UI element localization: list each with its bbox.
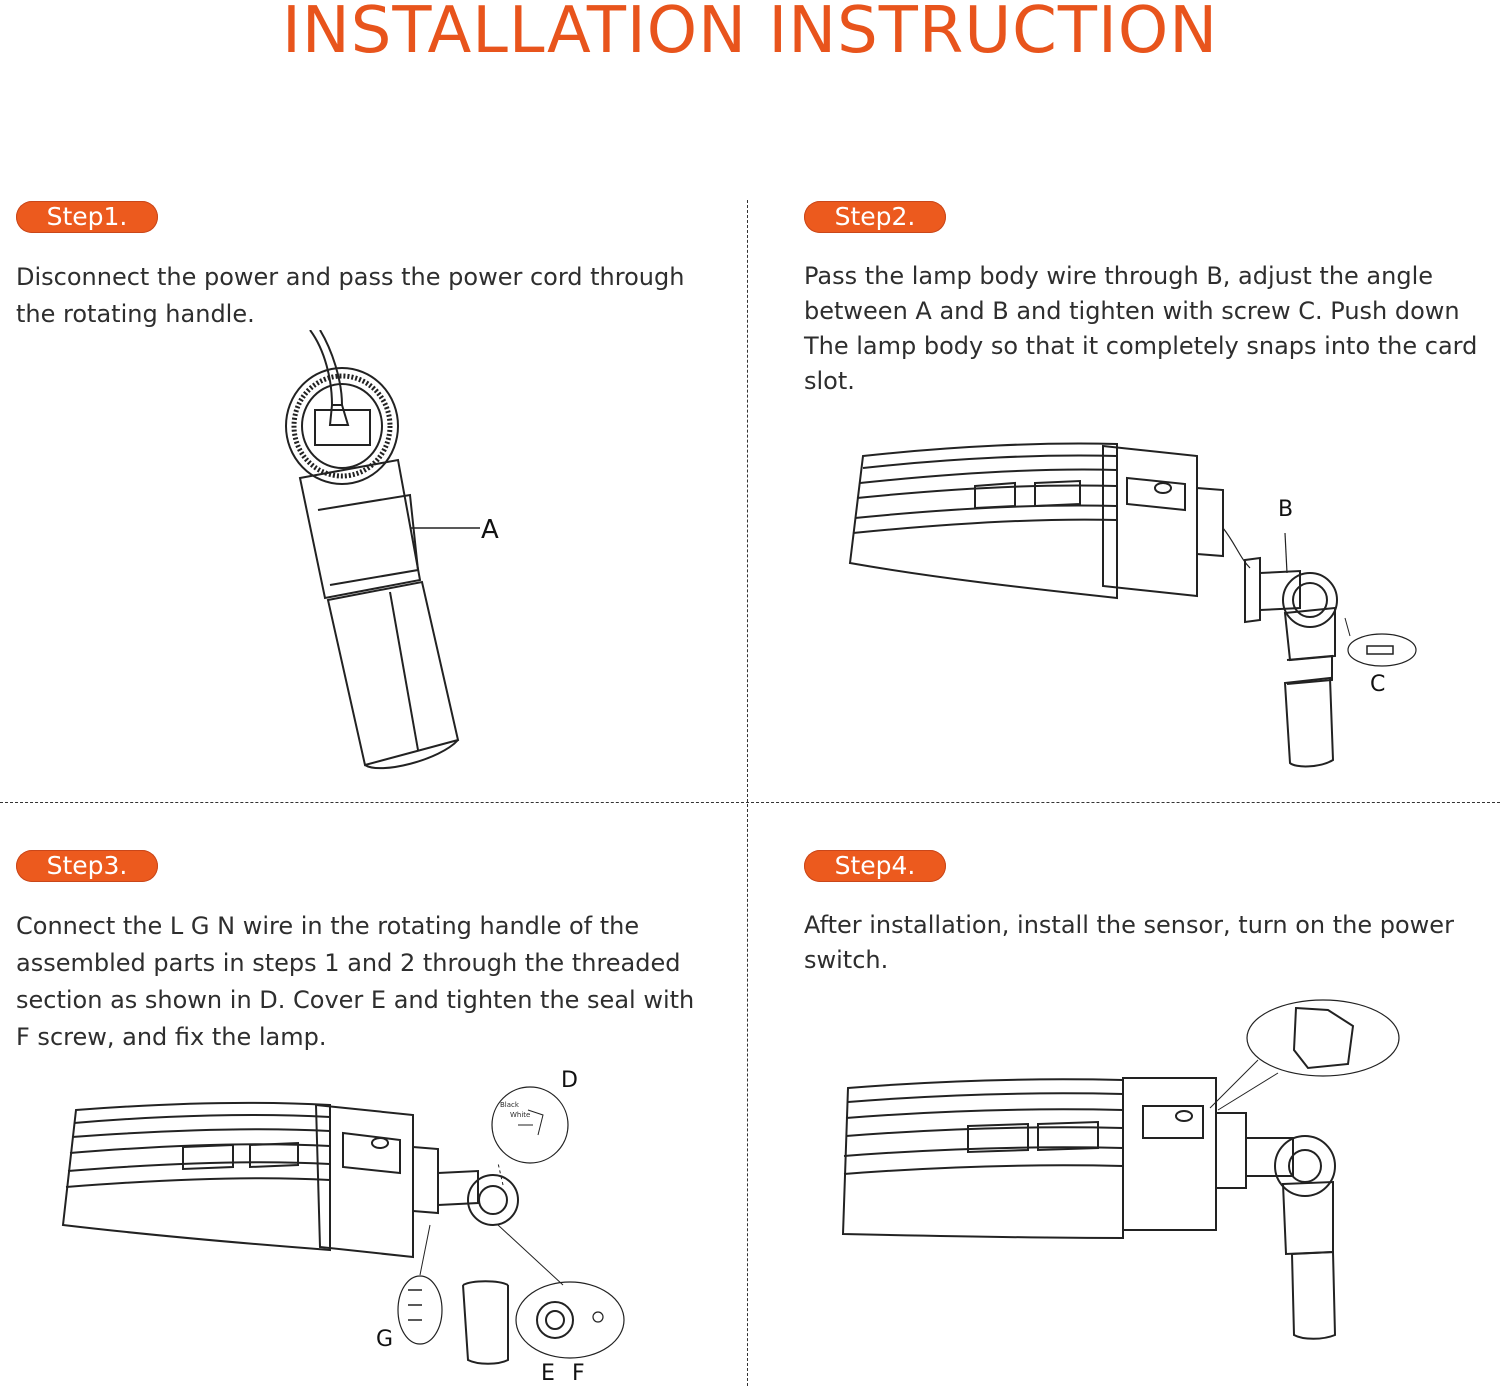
step1-text: Disconnect the power and pass the power cord through the rotating handle.: [16, 263, 685, 328]
label-c: C: [1370, 672, 1386, 697]
step2-illustration: [845, 438, 1425, 768]
label-d: D: [561, 1068, 578, 1093]
step4-badge: Step4.: [804, 850, 946, 882]
label-b: B: [1278, 497, 1294, 522]
step3-text: Connect the L G N wire in the rotating handle of the assembled parts in steps 1 and 2 through the threaded section as shown in D. Cover E and tighten the seal with F screw, and fix the lamp.: [16, 912, 695, 1051]
step2-badge: Step2.: [804, 201, 946, 233]
horizontal-divider: [0, 802, 1500, 803]
step4-illustration: [838, 998, 1408, 1343]
step4-text: After installation, install the sensor, turn on the power switch.: [804, 911, 1454, 974]
wire-label-black: Black: [500, 1101, 519, 1109]
label-e: E: [541, 1361, 555, 1386]
step3-badge: Step3.: [16, 850, 158, 882]
step1-badge: Step1.: [16, 201, 158, 233]
label-f: F: [572, 1361, 585, 1386]
page-title: INSTALLATION INSTRUCTION: [281, 0, 1219, 68]
vertical-divider: [747, 200, 748, 1386]
label-g: G: [376, 1327, 394, 1352]
step3-illustration: [58, 1085, 638, 1370]
step1-illustration: [270, 330, 510, 775]
step2-text: Pass the lamp body wire through B, adjust the angle between A and B and tighten with screw C. Push down The lamp body so that it completely snaps into the card slot.: [804, 262, 1478, 395]
label-a: A: [481, 515, 499, 545]
wire-label-white: White: [510, 1111, 531, 1119]
